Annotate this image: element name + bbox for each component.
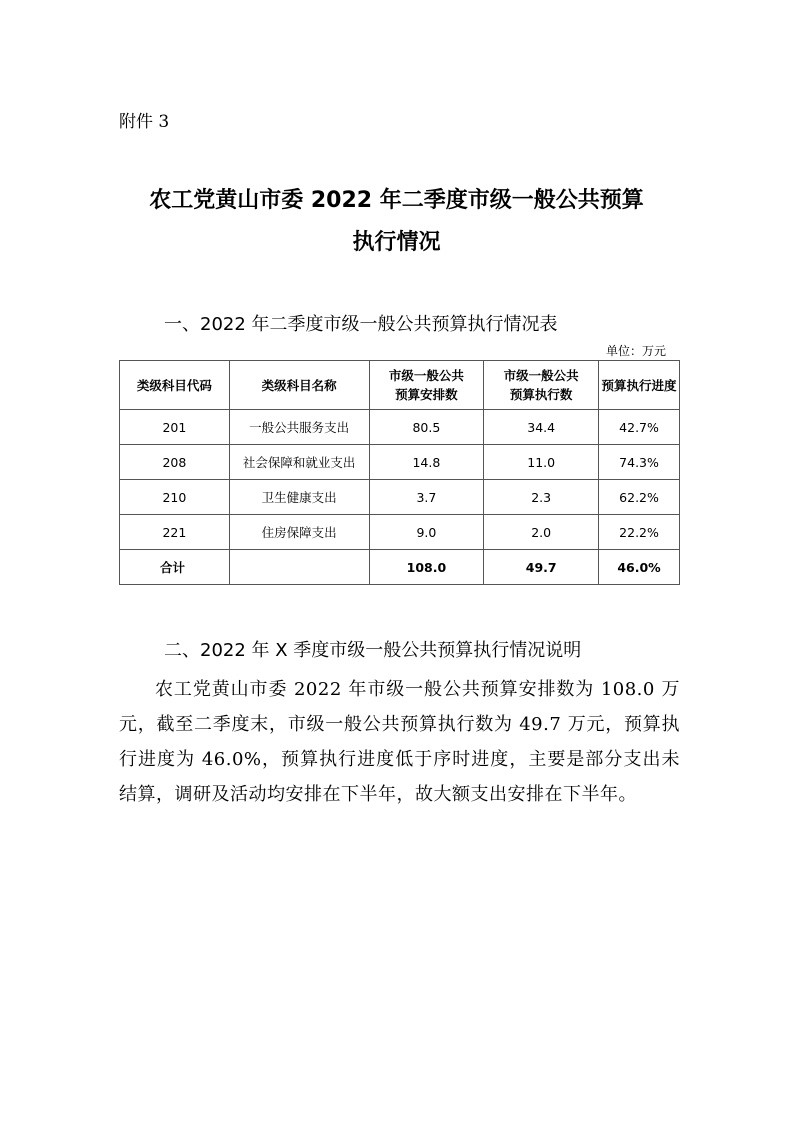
cell-name: 住房保障支出 xyxy=(229,515,369,550)
cell-budget: 14.8 xyxy=(369,445,484,480)
total-budget: 108.0 xyxy=(369,550,484,585)
cell-executed: 2.3 xyxy=(484,480,599,515)
total-executed: 49.7 xyxy=(484,550,599,585)
title-line-2: 执行情况 xyxy=(352,230,441,255)
title-line-1: 农工党黄山市委 2022 年二季度市级一般公共预算 xyxy=(149,188,644,213)
table-total-row xyxy=(120,550,680,585)
section-1-heading: 一、2022 年二季度市级一般公共预算执行情况表 xyxy=(164,314,558,335)
cell-budget: 3.7 xyxy=(369,480,484,515)
cell-executed: 2.0 xyxy=(484,515,599,550)
explanation-paragraph: 农工党黄山市委 2022 年市级一般公共预算安排数为 108.0 万元，截至二季度末，市级一般公共预算执行数为 49.7 万元，预算执行进度为 46.0%，预算执行进度低于序时进度，主要是部分支出未结算，调研及活动均安排在下半年，故大额支出安排在下半年。 xyxy=(119,679,680,805)
total-progress: 46.0% xyxy=(599,550,680,585)
cell-code: 201 xyxy=(120,410,230,445)
cell-progress: 62.2% xyxy=(599,480,680,515)
cell-name: 一般公共服务支出 xyxy=(229,410,369,445)
budget-table xyxy=(119,360,680,585)
header-name: 类级科目名称 xyxy=(229,361,369,410)
table-header-row xyxy=(120,361,680,410)
cell-executed: 11.0 xyxy=(484,445,599,480)
cell-progress: 42.7% xyxy=(599,410,680,445)
cell-budget: 80.5 xyxy=(369,410,484,445)
cell-code: 221 xyxy=(120,515,230,550)
cell-budget: 9.0 xyxy=(369,515,484,550)
table-row xyxy=(120,410,680,445)
total-name xyxy=(229,550,369,585)
unit-label: 单位：万元 xyxy=(605,344,666,358)
cell-name: 社会保障和就业支出 xyxy=(229,445,369,480)
header-code: 类级科目代码 xyxy=(120,361,230,410)
cell-executed: 34.4 xyxy=(484,410,599,445)
header-progress: 预算执行进度 xyxy=(599,361,680,410)
table-row xyxy=(120,445,680,480)
attachment-label: 附件 3 xyxy=(119,112,170,132)
total-label: 合计 xyxy=(120,550,230,585)
table-row xyxy=(120,515,680,550)
section-2-heading: 二、2022 年 X 季度市级一般公共预算执行情况说明 xyxy=(164,640,582,661)
document-title xyxy=(80,180,713,264)
table-row xyxy=(120,480,680,515)
header-budget: 市级一般公共 预算安排数 xyxy=(369,361,484,410)
cell-code: 208 xyxy=(120,445,230,480)
cell-code: 210 xyxy=(120,480,230,515)
cell-name: 卫生健康支出 xyxy=(229,480,369,515)
cell-progress: 74.3% xyxy=(599,445,680,480)
header-executed: 市级一般公共 预算执行数 xyxy=(484,361,599,410)
cell-progress: 22.2% xyxy=(599,515,680,550)
